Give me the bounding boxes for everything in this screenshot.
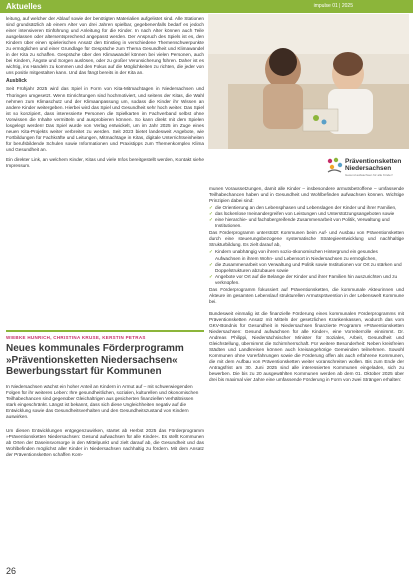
left-column-top	[6, 16, 204, 169]
body-paragraph: leitung, auf welcher der Ablauf sowie der benötigten Materialien aufgelistet sind. Alle Stationen sind grundsätzlich ab einem Alter von drei Jahren spielbar, gegebenenfalls bedarf es jedoch einer intensiveren Einführung und Anleitung für die Kinder. In nach Alter können auch Teile ausgelassen oder altersentsprechend angepasst werden. Der Anspruch des Spiels ist es, den Kindern über einen spielerischen Ansatz den Einstieg in verschiedene Themenschwerpunkte zu ermöglichen und einer Grundlage für Gespräche zum Thema Gesundheit und Klimawandel in der Kita zu schaffen. Gespräche über den Klimawandel können bei vielen Personen, auch bei Kindern, Ängste und Sorgen auslösen, oder zu großer Verunsicherung führen. Daher ist es wichtig, ins Handeln zu kommen und den Fokus auf die Möglichkeiten zu richten, die jeder von uns positiv mitgestalten kann. Und das fängt bereits in der Kita an.	[6, 16, 204, 76]
body-paragraph: Das Förderprogramm unterstützt Kommunen beim Auf- und Ausbau von Präventionsketten durch eine steuerungsbezogene systematische Strategieentwicklung und nachhaltige Strukturbildung. Es zielt darauf ab,	[209, 230, 404, 248]
list-item: ✓ Angebote vor Ort auf die Belange der Kinder und ihrer Familien hin auszurichten und zu verknüpfen.	[209, 273, 398, 285]
check-icon: ✓	[209, 261, 213, 267]
logo-mark-icon	[325, 156, 343, 176]
check-icon: ✓	[209, 211, 213, 217]
body-paragraph: Bundesweit einmalig ist die finanzielle Förderung eines kommunalen Förderprogramms mit Präventionsketten Ansatz mit Mitteln der gesetzlichen Krankenkassen, wodurch das vom GKV-Bündnis für Gesundheit in Niedersachsen finanzierte Programm »Präventionsketten Niedersachsen: Gesund aufwachsen für alle Kinder«, eine Vorreiterrolle einnimmt. Dr. Andreas Philippi, Niedersächsischer Minister für Soziales, Arbeit, Gesundheit und Gleichstellung, übernimmt die Schirmherrschaft. Für weitere Besonderheit: Neben kreisfreien Städten und Landkreisen können auch kreisangehörige Gemeinden teilnehmen. Sowohl Kommunen ohne Vorerfahrungen sowie die Förderung offen als auch erfahrene Kommunen, die mit dem Aufbau von Präventionsketten weiter voranschreiten wollen. Bis zum Ende der Antragsfrist am 30. Juni 2025 sind alle interessierten Kommunen eingeladen, sich zu bewerben. Die bis zu 20 ausgewählten Kommunen werden ab dem 01. Oktober 2025 über drei bis maximal vier Jahre eine umfassende Förderung in Form von zwei Strängen erhalten:	[209, 310, 404, 383]
article-divider	[6, 330, 204, 332]
goals-list	[209, 249, 404, 285]
body-paragraph: Ein direkter Link, an welchem Kinder, Kitas und viele Infos bereitgestellt werden, Kontakt siehe Impressum.	[6, 156, 204, 169]
subheading-ausblick: Ausblick	[6, 78, 27, 85]
list-item: ✓ Kindern unabhängig von ihrem sozio-ökonomischen Hintergrund ein gesundes Aufwachsen in ihrem Wohn- und Lebensort in Niedersachsen zu ermöglichen,	[209, 249, 378, 261]
principles-list	[209, 205, 404, 229]
list-item: ✓ eine hierarchie- und fachübergreifende Zusammenarbeit von Politik, Verwaltung und Institutionen.	[209, 217, 390, 229]
logo-tagline: Gesund aufwachsen für alle Kinder!	[345, 173, 393, 177]
list-item: ✓ die Orientierung an den Lebensphasen und Lebenslagen der Kinder und ihrer Familien,	[209, 205, 397, 211]
page-number: 26	[6, 566, 17, 576]
body-paragraph: Seit Frühjahr 2025 wird das Spiel in Form von Kita-Mitmachtagen in Niedersachsen und Thüringen umgesetzt. Wenn Einrichtungen sind hochmotiviert, und seitens der Kitas, die Wahl nehmen zum Klimaschutz und der Klimaanpassung um, sodass die Kinder ihr Wissen an andere Kinder weitergeben. Hierbei wird das Spiel und Gesundheit sehr hoch weiter. Das Spiel ist so konzipiert, dass interessierte Personen die Spielkarten im Fachverband selbst ohne Vorwissen die Inhalte vermitteln und ausprobieren können. So kann direkt mit dem Spielen losgelegt werden! Das Spiel wurde von Verlag entwickelt, um im Jahr 2025 im Zuge eines neuen Kita-Projekts weiter verbreitet zu werden. Seit 2023 bietet landesweit Angebote, wie Fortbildungen für Fachkräfte und Leitungen, Mitmachtage in Kitas, digitale Unterrichtseinheiten für berufsbildende Schulen sowie Informationen und Praxistipps zum Themenkomplex Klima und Gesundheit an.	[6, 86, 204, 152]
article-title: Neues kommunales Förderprogramm »Präventionsketten Niedersachsen« Bewerbungsstart für Kommunen	[6, 343, 184, 377]
praeventionsketten-logo	[325, 150, 411, 184]
section-header-bar	[0, 0, 413, 13]
issue-label: impulse 01 | 2025	[313, 3, 353, 9]
check-icon: ✓	[209, 217, 213, 223]
body-paragraph: munen Voraussetzungen, damit alle Kinder – insbesondere armutsbetroffene – umfassende Teilhabechancen haben und in Gesundheit und Wohlbefinden aufwachsen können. Wichtige Prinzipien dabei sind:	[209, 186, 404, 204]
check-icon: ✓	[209, 249, 213, 255]
logo-text-line2: Niedersachsen	[345, 165, 392, 172]
body-paragraph: Um diesen Entwicklungen entgegenzuwirken, startet ab Herbst 2025 das Förderprogramm »Präventionsketten Niedersachsen: Gesund aufwachsen für alle Kinder«. Es stellt Kommunen ab Orten der Daseinsvorsorge in den Mittelpunkt und zielt darauf ab, die Gesundheit und das Wohlbefinden möglichst aller Kinder in Niedersachsen nachhaltig zu fördern. Mit dem Ansatz der Präventionsketten schaffen Kom-	[6, 427, 204, 457]
right-column	[209, 186, 404, 383]
section-title: Aktuelles	[6, 2, 42, 11]
article-lead: In Niedersachsen wächst ein hoher Anteil an Kindern in Armut auf – mit schwerwiegenden Folgen für ihr weiteres Leben: Ihre gesundheitlichen, sozialen, kulturellen und ökonomischen Teilhabechancen sind gegenüber Gleichaltrigen aus gesicherten finanziellen Verhältnissen stark eingeschränkt. Längst ist bekannt, dass sich diese Ungleichheiten negativ auf die Entwicklung sowie das Gesundheitsverhalten und den Gesundheitszustand von Kindern auswirken.	[6, 383, 199, 419]
check-icon: ✓	[209, 273, 213, 279]
list-item: ✓ die Zusammenarbeit von Verwaltung und Politik sowie Institutionen vor Ort zu stärken und Doppelstrukturen abzubauen sowie	[209, 261, 402, 273]
article-block	[6, 330, 204, 458]
article-photo	[208, 14, 409, 149]
logo-text-line1: Präventionsketten	[345, 158, 402, 165]
photo-illustration	[208, 14, 409, 149]
body-paragraph: Das Förderprogramm fokussiert auf Präventionsketten, die kommunale Akteurinnen und Akteure im gesamten Lebenslauf strukturellen Armutsprävention in der Lebenswelt Kommune bei.	[209, 286, 404, 304]
check-icon: ✓	[209, 205, 213, 211]
article-byline: WIEBKE HUNRICH, CHRISTINA KRUSE, KERSTIN PETRAS	[6, 335, 146, 340]
list-item: ✓ das lückenlose Ineinandergreifen von Leistungen und Unterstützungsangeboten sowie	[209, 211, 395, 217]
